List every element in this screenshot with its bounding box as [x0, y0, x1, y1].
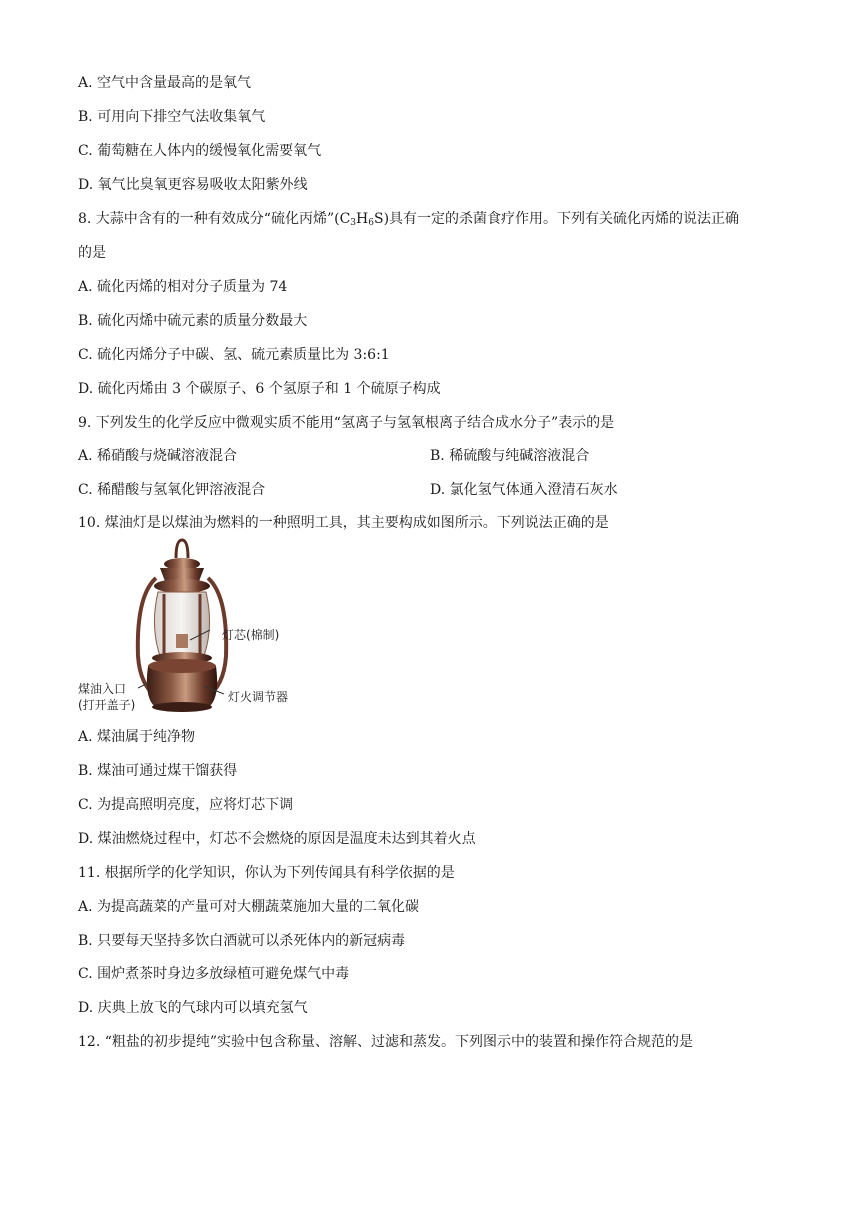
q11-option-c: C. 围炉煮茶时身边多放绿植可避免煤气中毒 [78, 966, 350, 982]
q8-subscript-6: 6 [368, 218, 374, 228]
q8-stem [78, 209, 739, 229]
q8-option-a: A. 硫化丙烯的相对分子质量为 74 [78, 279, 288, 295]
q7-option-b: B. 可用向下排空气法收集氧气 [78, 109, 266, 125]
q8-stem-part2: H [356, 211, 369, 227]
q9-stem: 9. 下列发生的化学反应中微观实质不能用“氢离子与氢氧根离子结合成水分子”表示的是 [78, 415, 615, 431]
q7-option-a: A. 空气中含量最高的是氧气 [78, 75, 252, 91]
q8-stem-continued: 的是 [78, 245, 106, 261]
q11-option-a: A. 为提高蔬菜的产量可对大棚蔬菜施加大量的二氧化碳 [78, 899, 420, 915]
q8-stem-part3: S)具有一定的杀菌食疗作用。下列有关硫化丙烯的说法正确 [373, 211, 740, 227]
q10-option-a: A. 煤油属于纯净物 [78, 729, 196, 745]
q10-option-b: B. 煤油可通过煤干馏获得 [78, 763, 238, 779]
q9-option-d: D. 氯化氢气体通入澄清石灰水 [430, 482, 618, 498]
q7-option-c: C. 葡萄糖在人体内的缓慢氧化需要氧气 [78, 143, 322, 159]
q10-option-d: D. 煤油燃烧过程中，灯芯不会燃烧的原因是温度未达到其着火点 [78, 831, 476, 847]
q12-stem: 12. “粗盐的初步提纯”实验中包含称量、溶解、过滤和蒸发。下列图示中的装置和操作符合规范的是 [78, 1034, 694, 1050]
q11-stem: 11. 根据所学的化学知识，你认为下列传闻具有科学依据的是 [78, 865, 455, 881]
q8-option-b: B. 硫化丙烯中硫元素的质量分数最大 [78, 313, 308, 329]
q9-option-b: B. 稀硫酸与纯碱溶液混合 [430, 448, 590, 464]
q9-option-c: C. 稀醋酸与氢氧化钾溶液混合 [78, 482, 266, 498]
q7-option-d: D. 氧气比臭氧更容易吸收太阳紫外线 [78, 177, 308, 193]
label-flame-regulator: 灯火调节器 [228, 690, 289, 704]
label-wick: 灯芯(棉制) [222, 628, 280, 642]
q10-option-c: C. 为提高照明亮度，应将灯芯下调 [78, 797, 294, 813]
label-kerosene-inlet-note: (打开盖子) [78, 698, 136, 712]
q9-option-a: A. 稀硝酸与烧碱溶液混合 [78, 448, 238, 464]
q10-stem: 10. 煤油灯是以煤油为燃料的一种照明工具，其主要构成如图所示。下列说法正确的是 [78, 515, 609, 531]
q8-option-c: C. 硫化丙烯分子中碳、氢、硫元素质量比为 3:6:1 [78, 347, 390, 363]
q8-stem-part1: 8. 大蒜中含有的一种有效成分“硫化丙烯”(C [78, 211, 351, 227]
q8-option-d: D. 硫化丙烯由 3 个碳原子、6 个氢原子和 1 个硫原子构成 [78, 381, 441, 397]
kerosene-lamp-figure [78, 536, 318, 718]
q11-option-d: D. 庆典上放飞的气球内可以填充氢气 [78, 1000, 308, 1016]
q8-subscript-3: 3 [350, 218, 357, 228]
q11-option-b: B. 只要每天坚持多饮白酒就可以杀死体内的新冠病毒 [78, 933, 406, 949]
label-kerosene-inlet: 煤油入口 [78, 682, 127, 696]
